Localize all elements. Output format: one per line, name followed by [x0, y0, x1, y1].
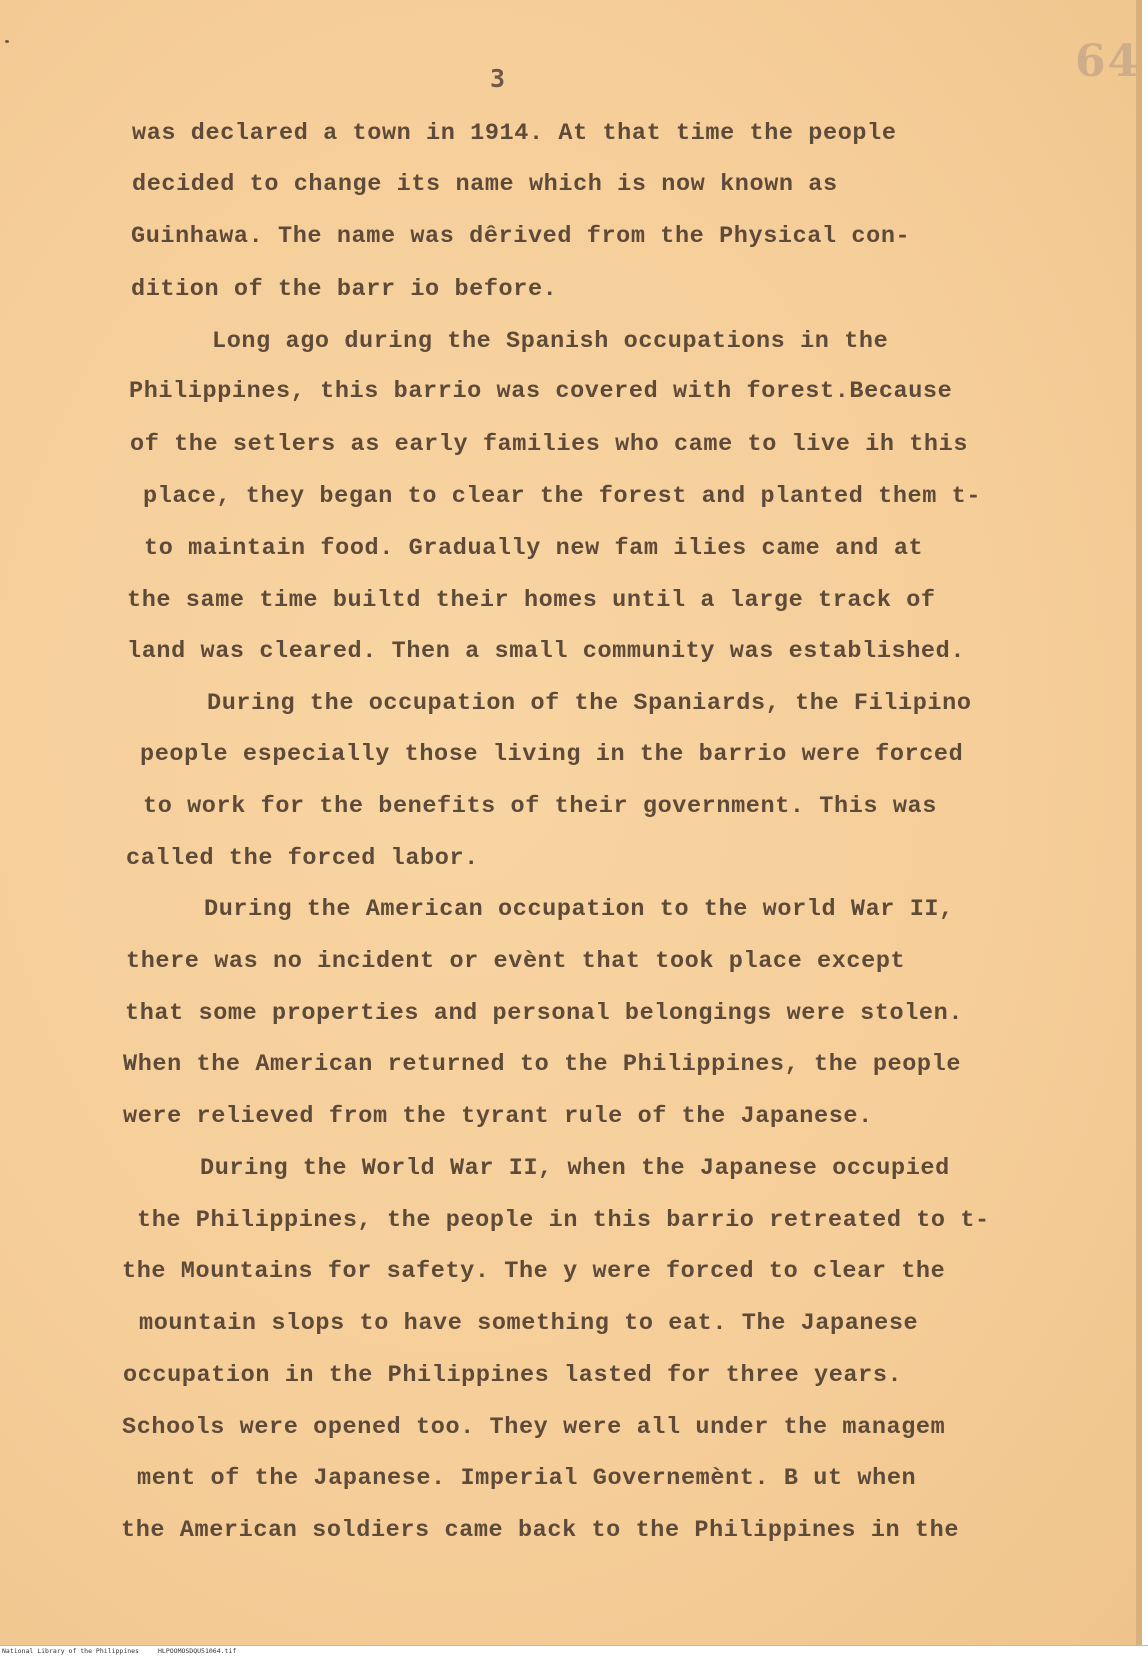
text-line: there was no incident or evènt that took place except	[126, 948, 906, 975]
text-line: Guinhawa. The name was dêrived from the Physical con-	[131, 223, 911, 250]
text-line: was declared a town in 1914. At that time the people	[132, 120, 897, 147]
text-line: During the World War II, when the Japanese occupied	[200, 1155, 950, 1182]
text-line: of the setlers as early families who came to live ih this	[130, 431, 969, 458]
text-line: place, they began to clear the forest and planted them t-	[143, 483, 982, 510]
footer-filename: HLPOOMOSDQU51064.tif	[158, 1647, 237, 1655]
archive-stamp: 64	[1075, 36, 1141, 87]
ink-speck	[5, 40, 9, 43]
text-line: occupation in the Philippines lasted for three years.	[123, 1362, 903, 1389]
text-line: decided to change its name which is now known as	[132, 171, 838, 198]
text-line: land was cleared. Then a small community was established.	[127, 638, 966, 665]
text-line: the American soldiers came back to the Philippines in the	[121, 1517, 960, 1544]
text-line: Schools were opened too. They were all under the managem	[122, 1414, 946, 1441]
text-line: that some properties and personal belongings were stolen.	[125, 1000, 964, 1027]
footer-source: National Library of the Philippines	[2, 1647, 139, 1655]
page-edge	[1136, 0, 1142, 1645]
text-line: to maintain food. Gradually new fam ilies came and at	[144, 535, 924, 562]
text-line: the Philippines, the people in this barrio retreated to t-	[137, 1207, 990, 1234]
text-line: dition of the barr io before.	[131, 276, 558, 303]
text-line: the same time builtd their homes until a large track of	[127, 587, 936, 614]
text-line: During the occupation of the Spaniards, the Filipino	[207, 690, 972, 717]
text-line: called the forced labor.	[126, 845, 479, 872]
page-number: 3	[490, 64, 506, 93]
text-line: people especially those living in the barrio were forced	[140, 741, 964, 768]
text-line: to work for the benefits of their government. This was	[143, 793, 937, 820]
text-line: Long ago during the Spanish occupations in the	[212, 328, 889, 355]
text-line: the Mountains for safety. The y were forced to clear the	[122, 1258, 946, 1285]
text-line: During the American occupation to the world War II,	[204, 896, 954, 923]
text-line: were relieved from the tyrant rule of the Japanese.	[123, 1103, 873, 1130]
text-line: mountain slops to have something to eat. The Japanese	[139, 1310, 919, 1337]
text-line: Philippines, this barrio was covered with forest.Because	[129, 378, 953, 405]
text-line: ment of the Japanese. Imperial Governemènt. B ut when	[137, 1465, 917, 1492]
text-line: When the American returned to the Philippines, the people	[123, 1051, 962, 1078]
